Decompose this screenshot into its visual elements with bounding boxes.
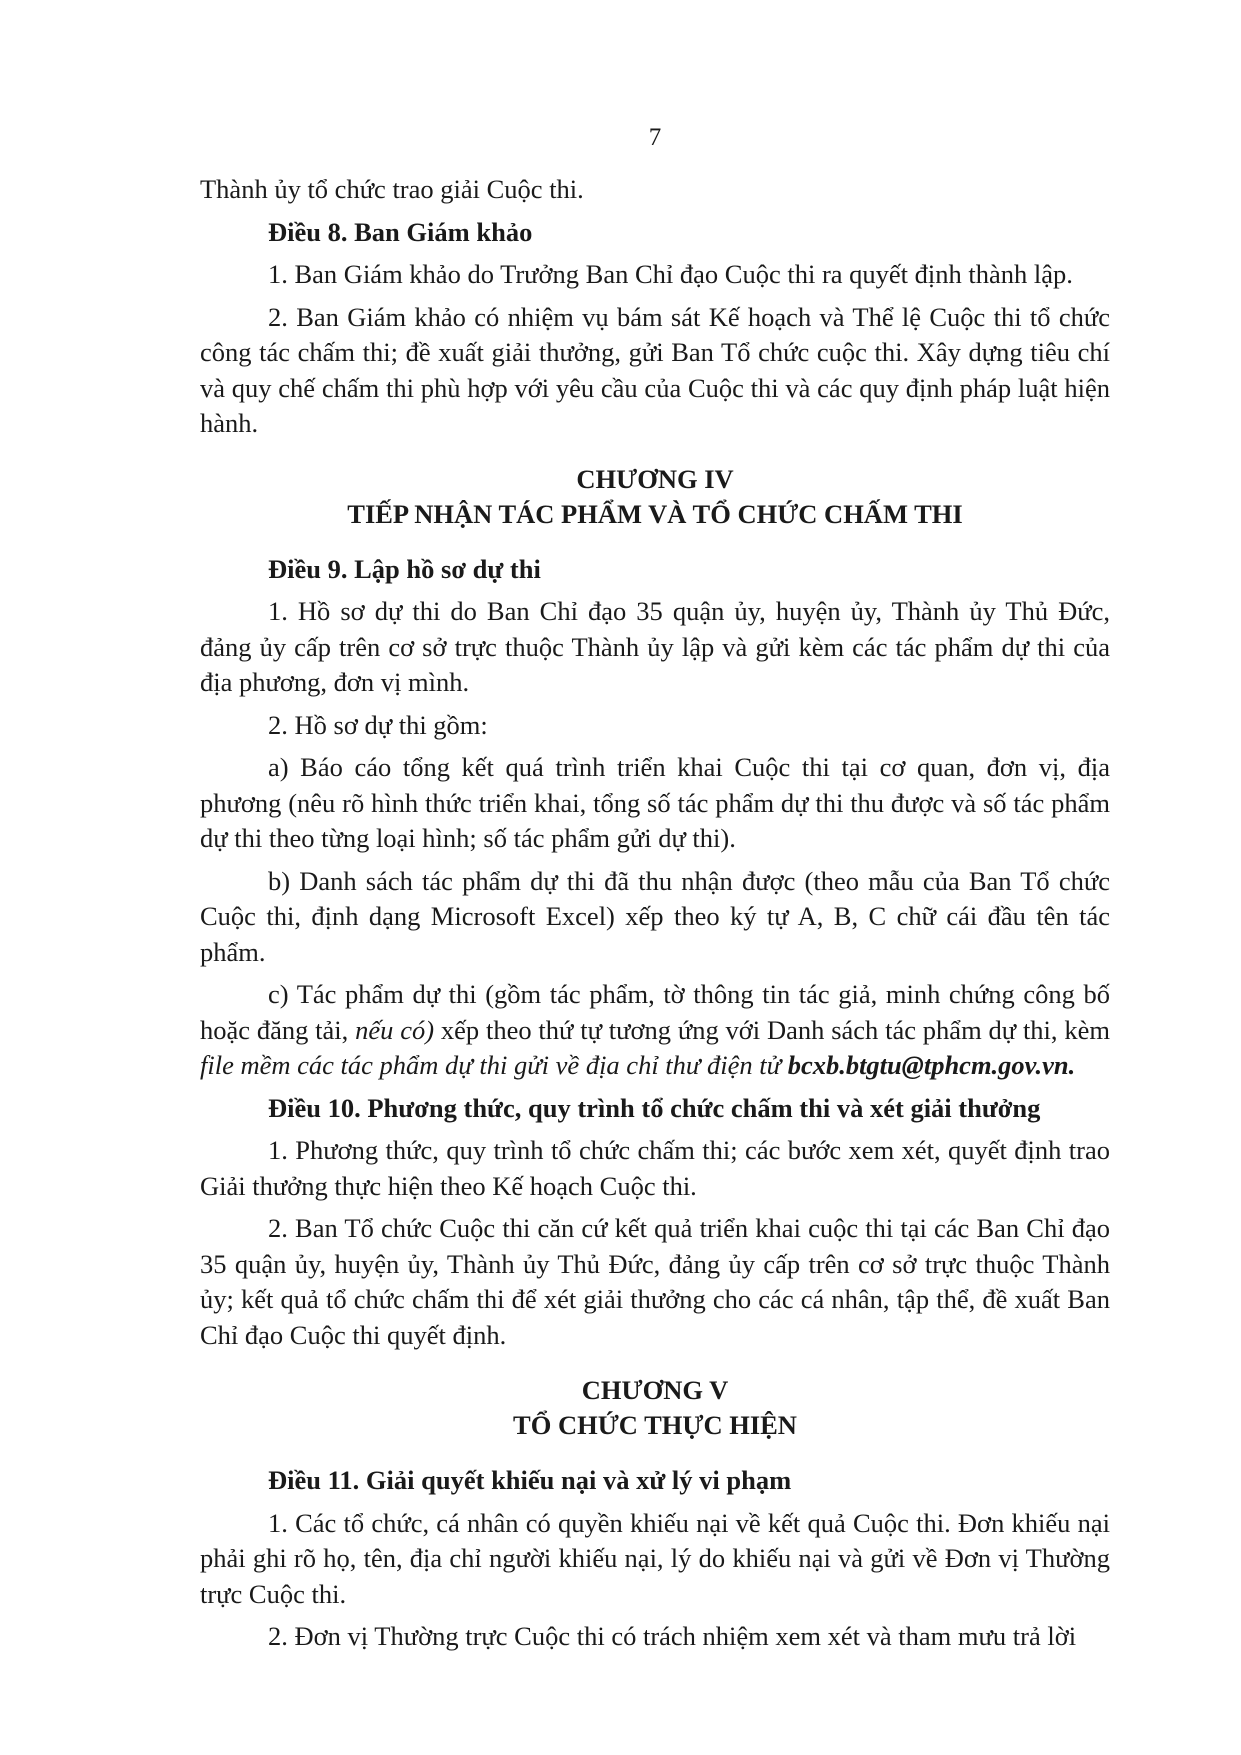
paragraph: 2. Hồ sơ dự thi gồm: <box>268 709 488 740</box>
chapter-number: CHƯƠNG IV <box>576 463 734 494</box>
article-heading: Điều 9. Lập hồ sơ dự thi <box>268 553 541 584</box>
chapter-number: CHƯƠNG V <box>581 1375 729 1405</box>
document-body <box>200 172 1110 1662</box>
paragraph-segment: file mềm các tác phẩm dự thi gửi về địa chỉ thư điện tử <box>200 1050 788 1080</box>
email-address: bcxb.btgtu@tphcm.gov.vn. <box>787 1050 1076 1080</box>
paragraph: Thành ủy tổ chức trao giải Cuộc thi. <box>200 174 584 204</box>
paragraph-segment: xếp theo thứ tự tương ứng với Danh sách tác phẩm dự thi, kèm <box>434 1014 1110 1045</box>
chapter-heading <box>200 462 1110 532</box>
chapter-title: TỔ CHỨC THỰC HIỆN <box>513 1410 797 1440</box>
article-heading: Điều 8. Ban Giám khảo <box>268 216 533 247</box>
page-number: 7 <box>648 124 662 151</box>
paragraph: 2. Ban Tổ chức Cuộc thi căn cứ kết quả triển khai cuộc thi tại các Ban Chỉ đạo 35 quận ủy, huyện ủy, Thành ủy Thủ Đức, đảng ủy cấp trên cơ sở trực thuộc Thành ủy; kết quả tổ chức chấm thi để xét giải thưởng cho các cá nhân, tập thể, đề xuất Ban Chỉ đạo Cuộc thi quyết định. <box>200 1213 1110 1350</box>
article-heading: Điều 10. Phương thức, quy trình tổ chức chấm thi và xét giải thưởng <box>268 1092 1041 1123</box>
paragraph-segment: nếu có) <box>355 1014 435 1045</box>
paragraph: 2. Đơn vị Thường trực Cuộc thi có trách nhiệm xem xét và tham mưu trả lời <box>268 1621 1077 1651</box>
paragraph: 2. Ban Giám khảo có nhiệm vụ bám sát Kế hoạch và Thể lệ Cuộc thi tổ chức công tác chấm thi; đề xuất giải thưởng, gửi Ban Tổ chức cuộc thi. Xây dựng tiêu chí và quy chế chấm thi phù hợp với yêu cầu của Cuộc thi và các quy định pháp luật hiện hành. <box>200 301 1110 438</box>
paragraph: a) Báo cáo tổng kết quá trình triển khai Cuộc thi tại cơ quan, đơn vị, địa phương (nêu rõ hình thức triển khai, tổng số tác phẩm dự thi thu được và số tác phẩm dự thi theo từng loại hình; số tác phẩm gửi dự thi). <box>200 752 1110 853</box>
paragraph: 1. Phương thức, quy trình tổ chức chấm thi; các bước xem xét, quyết định trao Giải thưởng thực hiện theo Kế hoạch Cuộc thi. <box>200 1135 1110 1201</box>
paragraph: 1. Hồ sơ dự thi do Ban Chỉ đạo 35 quận ủy, huyện ủy, Thành ủy Thủ Đức, đảng ủy cấp trên cơ sở trực thuộc Thành ủy lập và gửi kèm các tác phẩm dự thi của địa phương, đơn vị mình. <box>200 596 1110 697</box>
paragraph: 1. Ban Giám khảo do Trưởng Ban Chỉ đạo Cuộc thi ra quyết định thành lập. <box>268 259 1073 289</box>
paragraph: 1. Các tổ chức, cá nhân có quyền khiếu nại về kết quả Cuộc thi. Đơn khiếu nại phải ghi rõ họ, tên, địa chỉ người khiếu nại, lý do khiếu nại và gửi về Đơn vị Thường trực Cuộc thi. <box>200 1507 1110 1609</box>
paragraph-segment: c) Tác phẩm dự thi (gồm tác phẩm, tờ thông tin tác giả, minh chứng công bố hoặc đăng tải, <box>200 979 1110 1045</box>
chapter-heading <box>200 1373 1110 1443</box>
paragraph <box>200 977 1110 1084</box>
article-heading: Điều 11. Giải quyết khiếu nại và xử lý vi phạm <box>268 1465 792 1495</box>
chapter-title: TIẾP NHẬN TÁC PHẨM VÀ TỔ CHỨC CHẤM THI <box>347 498 963 529</box>
paragraph: b) Danh sách tác phẩm dự thi đã thu nhận được (theo mẫu của Ban Tổ chức Cuộc thi, định dạng Microsoft Excel) xếp theo ký tự A, B, C chữ cái đầu tên tác phẩm. <box>200 865 1110 967</box>
